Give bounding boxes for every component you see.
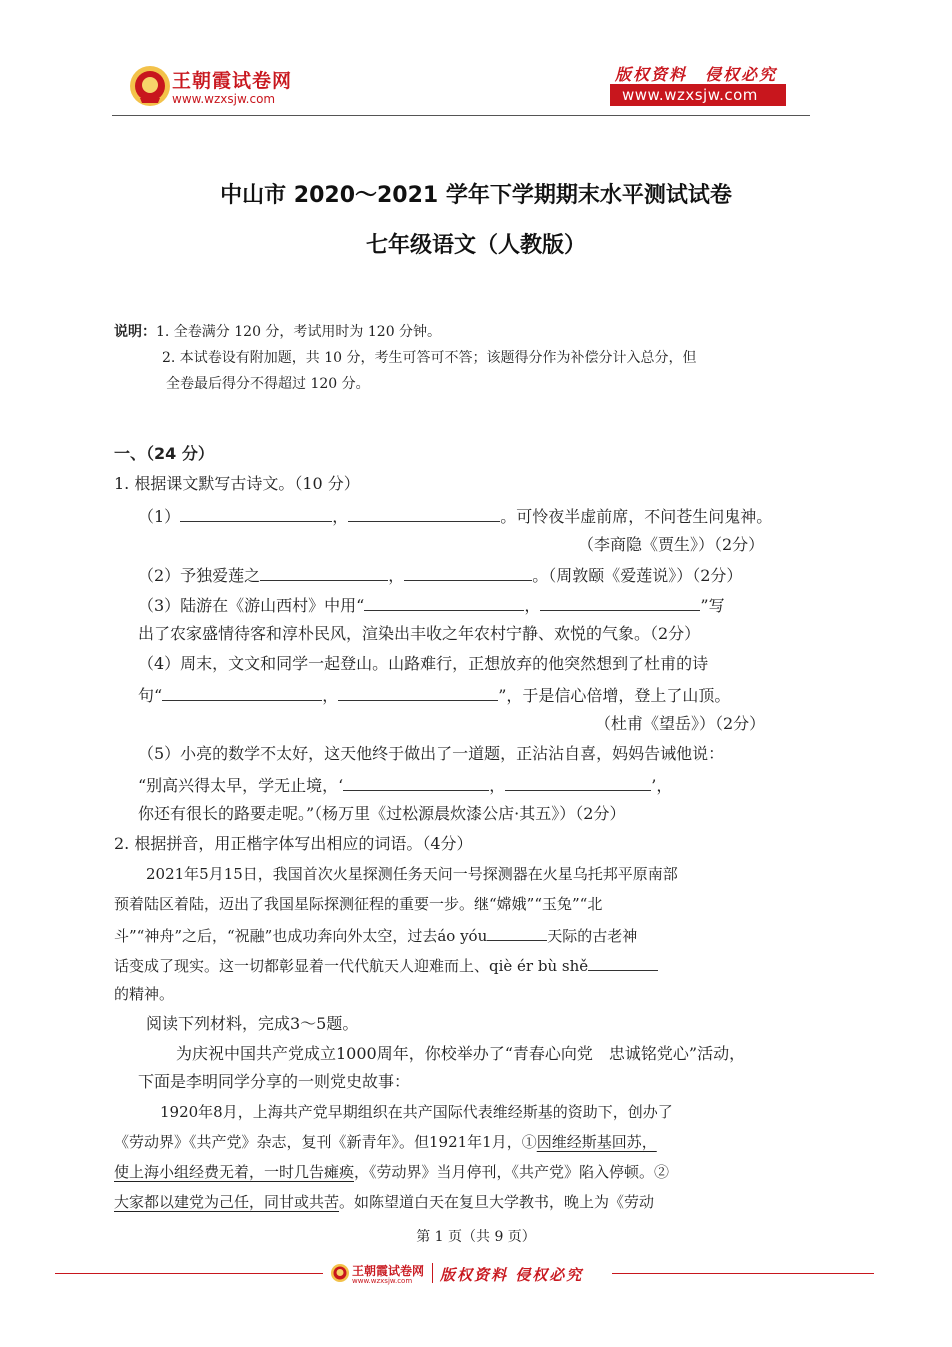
- footer-logo-icon: [330, 1263, 350, 1283]
- q1-part-1-source: （李商隐《贾生》）（2分）: [578, 535, 765, 554]
- answer-blank[interactable]: [180, 505, 332, 522]
- underlined-sentence-1-cont: 使上海小组经费无着，一时几告瘫痪: [114, 1163, 355, 1181]
- answer-blank[interactable]: [588, 954, 658, 971]
- answer-blank[interactable]: [338, 684, 498, 701]
- q1-part-4-source: （杜甫《望岳》）（2分）: [595, 714, 766, 733]
- reading-context: 下面是李明同学分享的一则党史故事：: [138, 1072, 411, 1091]
- brand-logo-icon: [128, 64, 172, 108]
- q2-passage-line: 预着陆区着陆，迈出了我国星际探测征程的重要一步。继“嫦娥”“玉兔”“北: [114, 895, 603, 913]
- story-line: 使上海小组经费无着，一时几告瘫痪，《劳动界》当月停刊，《共产党》陷入停顿。②: [114, 1163, 670, 1181]
- q1-part-5: （5）小亮的数学不太好，这天他终于做出了一道题，正沾沾自喜，妈妈告诫他说：: [138, 744, 725, 763]
- exam-subtitle: 七年级语文（人教版）: [365, 233, 586, 258]
- q1-part-5-end: 你还有很长的路要走呢。”（杨万里《过松源晨炊漆公店·其五》）（2分）: [138, 804, 626, 823]
- question-2-stem: 2. 根据拼音，用正楷字体写出相应的词语。（4分）: [114, 834, 473, 853]
- reading-intro: 阅读下列材料，完成3～5题。: [146, 1014, 359, 1033]
- exam-title: 中山市 2020～2021 学年下学期期末水平测试试卷: [220, 183, 732, 208]
- answer-blank[interactable]: [260, 564, 388, 581]
- reading-context: 为庆祝中国共产党成立1000周年，你校举办了“青春心向党 忠诚铭党心”活动，: [176, 1044, 746, 1063]
- footer-divider: [55, 1273, 323, 1274]
- footer-separator: [432, 1263, 433, 1283]
- footer-brand-url[interactable]: www.wzxsjw.com: [352, 1277, 413, 1285]
- answer-blank[interactable]: [404, 564, 532, 581]
- instructions-item-2a: 2. 本试卷设有附加题，共 10 分，考生可答可不答；该题得分作为补偿分计入总分，但: [162, 350, 697, 366]
- answer-blank[interactable]: [348, 505, 500, 522]
- url-banner-text: www.wzxsjw.com: [622, 86, 758, 104]
- q1-part-2: （2）予独爱莲之 ， 。（周敦颐《爱莲说》）（2分）: [138, 566, 743, 585]
- answer-blank[interactable]: [540, 594, 700, 611]
- instructions-label: 说明：: [114, 324, 156, 340]
- answer-blank[interactable]: [343, 774, 489, 791]
- story-line: 《劳动界》《共产党》杂志，复刊《新青年》。但1921年1月，①因维经斯基回苏，: [114, 1133, 657, 1151]
- q2-passage-line: 话变成了现实。这一切都彰显着一代代航天人迎难而上、qiè ér bù shě: [114, 954, 658, 976]
- url-banner[interactable]: [610, 84, 786, 106]
- story-line: 1920年8月，上海共产党早期组织在共产国际代表维经斯基的资助下，创办了: [160, 1103, 673, 1121]
- instructions-item-1: 1. 全卷满分 120 分，考试用时为 120 分钟。: [156, 324, 442, 340]
- q2-passage-line: 的精神。: [114, 985, 175, 1003]
- answer-blank[interactable]: [487, 924, 547, 941]
- q1-part-3: （3）陆游在《游山西村》中用“ ， ”写: [138, 596, 725, 615]
- section-heading: 一、（24 分）: [114, 444, 214, 463]
- underlined-sentence-1: 因维经斯基回苏，: [536, 1133, 657, 1151]
- brand-name: 王朝霞试卷网: [172, 70, 293, 92]
- question-1-stem: 1. 根据课文默写古诗文。（10 分）: [114, 474, 360, 493]
- answer-blank[interactable]: [364, 594, 524, 611]
- underlined-sentence-2: 大家都以建党为己任，同甘或共苦: [114, 1193, 340, 1211]
- footer-brand-name: 王朝霞试卷网: [352, 1264, 425, 1278]
- instructions-line-1: [114, 322, 441, 342]
- answer-blank[interactable]: [505, 774, 651, 791]
- q1-part-5-cont: “别高兴得太早，学无止境，‘ ， ’，: [138, 776, 673, 795]
- page-number: 第 1 页（共 9 页）: [416, 1229, 536, 1245]
- q2-passage-line: 2021年5月15日，我国首次火星探测任务天问一号探测器在火星乌托邦平原南部: [146, 865, 678, 883]
- answer-blank[interactable]: [162, 684, 322, 701]
- copyright-notice: 版权资料 侵权必究: [615, 65, 778, 84]
- q1-part-4: （4）周末，文文和同学一起登山。山路难行，正想放弃的他突然想到了杜甫的诗: [138, 654, 709, 673]
- footer-divider: [612, 1273, 874, 1274]
- q1-part-3-cont: 出了农家盛情待客和淳朴民风，渲染出丰收之年农村宁静、欢悦的气象。（2分）: [138, 624, 701, 643]
- brand-url[interactable]: www.wzxsjw.com: [172, 92, 276, 106]
- q1-part-4-cont: 句“ ， ”，于是信心倍增，登上了山顶。: [138, 686, 731, 705]
- header-divider: [112, 115, 810, 116]
- instructions-item-2b: 全卷最后得分不得超过 120 分。: [166, 376, 370, 392]
- story-line: 大家都以建党为己任，同甘或共苦。如陈望道白天在复旦大学教书，晚上为《劳动: [114, 1193, 655, 1211]
- q1-part-1: （1） ， 。可怜夜半虚前席，不问苍生问鬼神。: [138, 507, 773, 526]
- footer-copyright: 版权资料 侵权必究: [440, 1266, 584, 1284]
- q2-passage-line: 斗”“神舟”之后，“祝融”也成功奔向外太空，过去áo yóu 天际的古老神: [114, 924, 637, 946]
